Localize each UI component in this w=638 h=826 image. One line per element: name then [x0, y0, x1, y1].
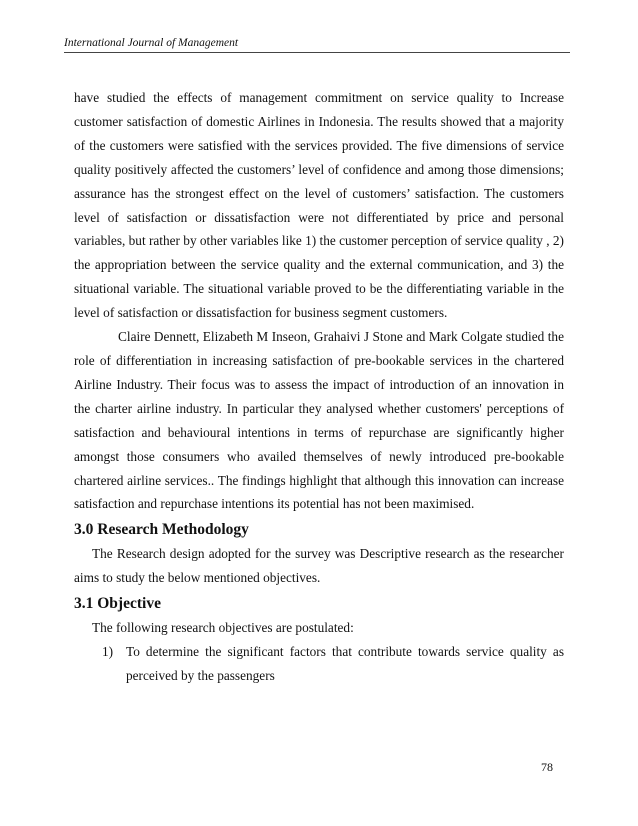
research-methodology-text: The Research design adopted for the survey was Descriptive research as the researcher aims to study the below mentioned objectives. — [74, 546, 564, 586]
journal-header: International Journal of Management — [64, 36, 570, 53]
list-item — [102, 640, 564, 688]
page-number: 78 — [541, 760, 553, 774]
section-heading-objective: 3.1 Objective — [74, 595, 161, 613]
objective-intro: The following research objectives are postulated: — [92, 620, 354, 636]
paragraph-2: Claire Dennett, Elizabeth M Inseon, Grahaivi J Stone and Mark Colgate studied the role of differentiation in increasing satisfaction of pre-bookable services in the chartered Airline Industry. Their focus was to assess the impact of introduction of an innovation in the charter airline industry. In particular they analysed whether customers' perceptions of satisfaction and behavioural intentions in terms of repurchase are significantly higher amongst those consumers who availed themselves of newly introduced pre-bookable chartered airline services.. The findings highlight that although this innovation can increase satisfaction and repurchase intentions its potential has not been maximised. — [74, 329, 564, 512]
list-item-number: 1) — [102, 644, 114, 660]
objective-list — [74, 640, 564, 688]
section-heading-research-methodology: 3.0 Research Methodology — [74, 521, 249, 539]
list-item-text: To determine the significant factors that contribute towards service quality as perceived by the passengers — [126, 644, 564, 683]
page-body — [74, 86, 564, 688]
paragraph-1: have studied the effects of management commitment on service quality to Increase customer satisfaction of domestic Airlines in Indonesia. The results showed that a majority of the customers were satisfied with the services provided. The five dimensions of service quality positively affected the customers’ level of confidence and among those dimensions; assurance has the strongest effect on the level of customers’ satisfaction. The customers level of satisfaction or dissatisfaction were not differentiated by price and personal variables, but rather by other variables like 1) the customer perception of service quality , 2) the appropriation between the service quality and the external communication, and 3) the situational variable. The situational variable proved to be the differentiating variable in the level of satisfaction or dissatisfaction for business segment customers. — [74, 90, 564, 321]
